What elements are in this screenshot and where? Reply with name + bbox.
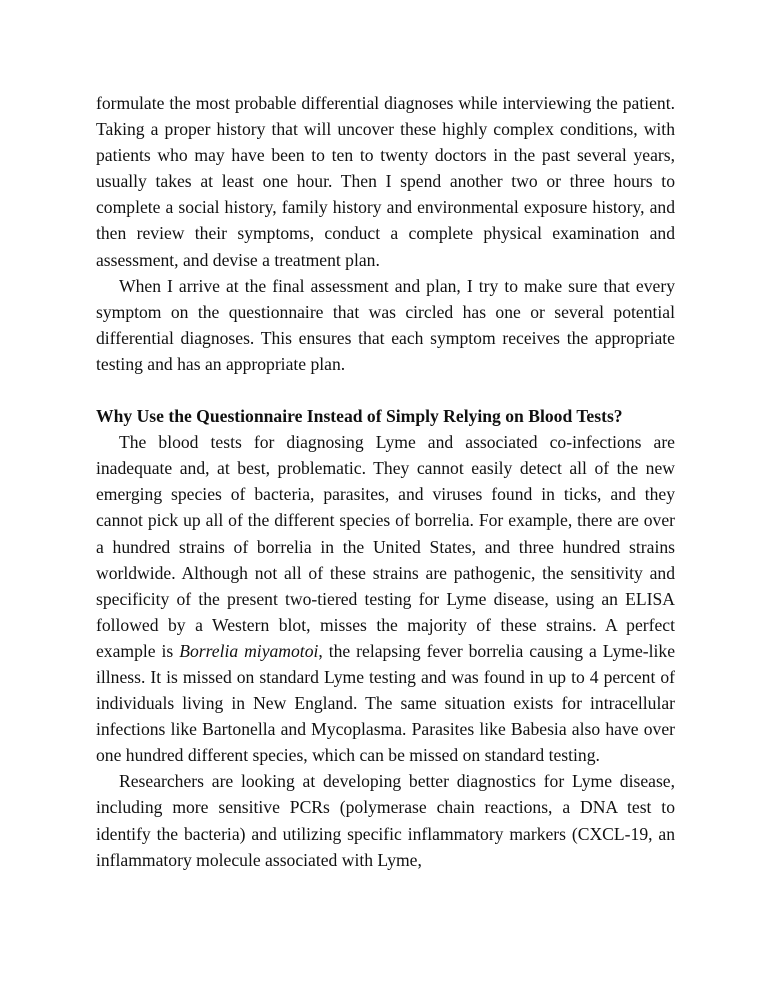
- section-heading: Why Use the Questionnaire Instead of Simply Relying on Blood Tests?: [96, 406, 623, 427]
- paragraph-assessment: When I arrive at the final assessment and plan, I try to make sure that every symptom on the questionnaire that was circled has one or several potential differential diagnoses. This ensures that each symptom receives the appropriate testing and has an appropriate plan.: [96, 275, 675, 374]
- paragraph-text: The blood tests for diagnosing Lyme and associated co-infections are inadequate and, at best, problematic. They cannot easily detect all of the new emerging species of bacteria, parasites, and viruses found in ticks, and they cannot pick up all of the different species of borrelia. For example, there are over a hundred strains of borrelia in the United States, and three hundred strains worldwide. Although not all of these strains are pathogenic, the sensitivity and specificity of the present two-tiered testing for Lyme disease, using an ELISA followed by a Western blot, misses the majority of these strains. A perfect example is: [96, 432, 675, 661]
- paragraph-blood-tests: [96, 429, 675, 768]
- body-text: [96, 90, 675, 873]
- paragraph-research: Researchers are looking at developing better diagnostics for Lyme disease, including more sensitive PCRs (polymerase chain reactions, a DNA test to identify the bacteria) and utilizing specific inflammatory markers (CXCL-19, an inflammatory molecule associated with Lyme,: [96, 771, 675, 870]
- species-name-italic: Borrelia miyamotoi: [179, 640, 319, 661]
- paragraph-text: , the relapsing fever borrelia causing a Lyme-like illness. It is missed on standard Lyme testing and was found in up to 4 percent of individuals living in New England. The same situation exists for intracellular infections like Bartonella and Mycoplasma. Parasites like Babesia also have over one hundred different species, which can be missed on standard testing.: [96, 640, 676, 766]
- paragraph-continuation: formulate the most probable differential diagnoses while interviewing the patient. Taking a proper history that will uncover these highly complex conditions, with patients who may have been to ten to twenty doctors in the past several years, usually takes at least one hour. Then I spend another two or three hours to complete a social history, family history and environmental exposure history, and then review their symptoms, conduct a complete physical examination and assessment, and devise a treatment plan.: [96, 93, 675, 270]
